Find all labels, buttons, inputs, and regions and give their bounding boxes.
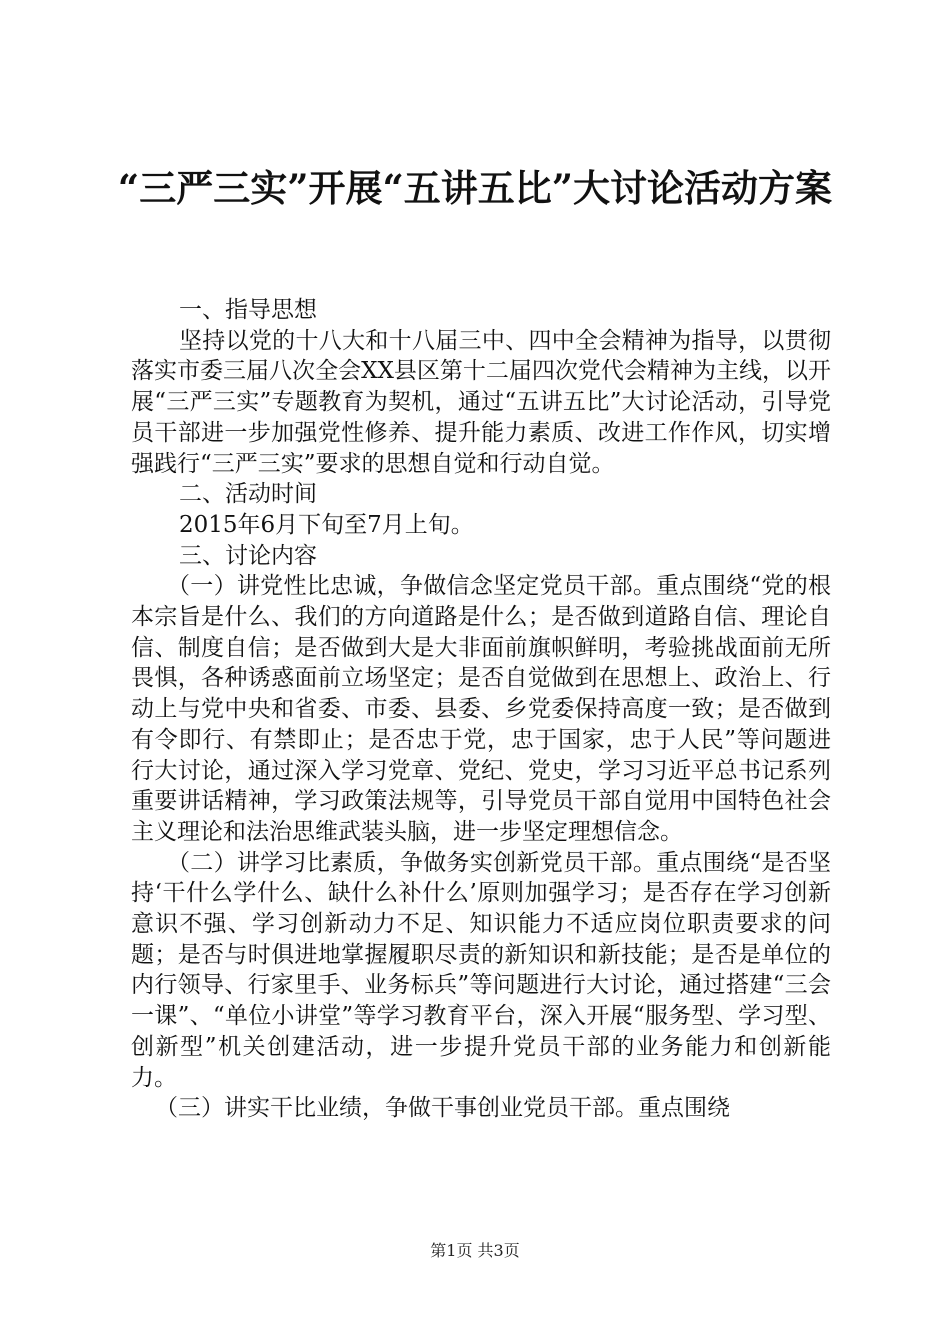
paragraph-item-one: （一）讲党性比忠诚，争做信念坚定党员干部。重点围绕“党的根本宗旨是什么、我们的方向道路是什么；是否做到道路自信、理论自信、制度自信；是否做到大是大非面前旗帜鲜明，考验挑战面前无所畏惧，各种诱惑面前立场坚定；是否自觉做到在思想上、政治上、行动上与党中央和省委、市委、县委、乡党委保持高度一致；是否做到有令即行、有禁即止；是否忠于党，忠于国家，忠于人民”等问题进行大讨论，通过深入学习党章、党纪、党史，学习习近平总书记系列重要讲话精神，学习政策法规等，引导党员干部自觉用中国特色社会主义理论和法治思维武装头脑，进一步坚定理想信念。 (131, 573, 831, 845)
section-heading-guiding-ideology: 一、指导思想 (179, 297, 317, 323)
page-footer: 第1页 共3页 (430, 1241, 520, 1260)
paragraph-guiding-ideology: 坚持以党的十八大和十八届三中、四中全会精神为指导，以贯彻落实市委三届八次全会XX县区第十二届四次党代会精神为主线，以开展“三严三实”专题教育为契机，通过“五讲五比”大讨论活动，引导党员干部进一步加强党性修养、提升能力素质、改进工作作风，切实增强践行“三严三实”要求的思想自觉和行动自觉。 (131, 327, 831, 477)
paragraph-activity-time: 2015年6月下旬至7月上旬。 (179, 511, 474, 538)
paragraph-item-two: （二）讲学习比素质，争做务实创新党员干部。重点围绕“是否坚持‘干什么学什么、缺什么补什么’原则加强学习；是否存在学习创新意识不强、学习创新动力不足、知识能力不适应岗位职责要求的问题；是否与时俱进地掌握履职尽责的新知识和新技能；是否是单位的内行领导、行家里手、业务标兵”等问题进行大讨论，通过搭建“三会一课”、“单位小讲堂”等学习教育平台，深入开展“服务型、学习型、创新型”机关创建活动，进一步提升党员干部的业务能力和创新能力。 (131, 849, 831, 1091)
document-title: “三严三实”开展“五讲五比”大讨论活动方案 (117, 166, 833, 210)
paragraph-item-three: （三）讲实干比业绩，争做干事创业党员干部。重点围绕 (155, 1095, 730, 1122)
section-heading-discussion-content: 三、讨论内容 (179, 542, 317, 569)
document-body (131, 295, 831, 1124)
section-heading-activity-time: 二、活动时间 (179, 481, 317, 508)
